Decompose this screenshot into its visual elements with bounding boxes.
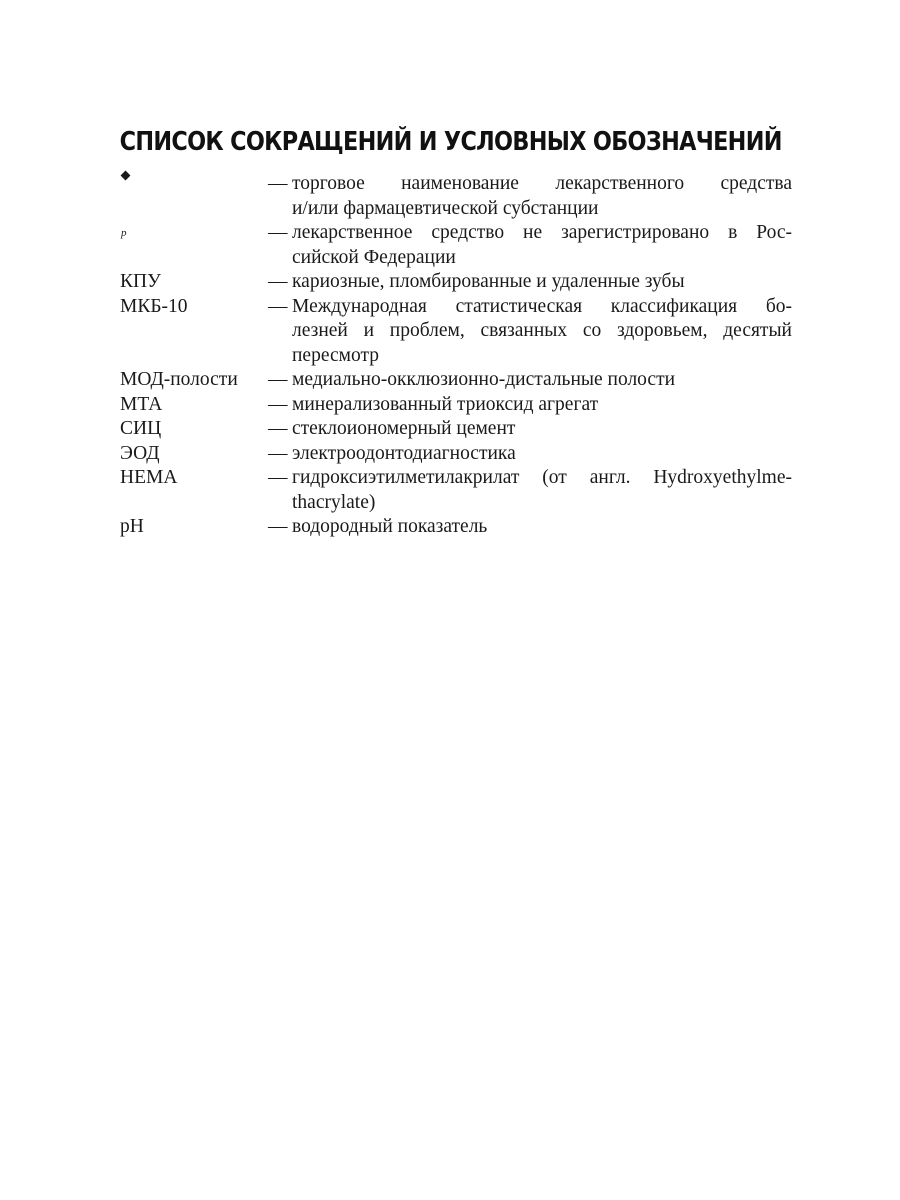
definition-line: лезней и проблем, связанных со здоровьем, десятый: [292, 320, 792, 341]
definition-line: торговое наименование лекарственного средства: [292, 173, 792, 194]
dash-separator: —: [268, 516, 288, 537]
page-title: СПИСОК СОКРАЩЕНИЙ И УСЛОВНЫХ ОБОЗНАЧЕНИЙ: [119, 127, 782, 157]
dash-separator: —: [268, 369, 288, 390]
abbreviation-definition: [292, 221, 792, 270]
definition-line: лекарственное средство не зарегистрировано в Рос-: [292, 222, 792, 243]
abbreviation-definition: [292, 515, 792, 540]
diamond-symbol-icon: [121, 171, 131, 181]
abbreviation-term: ЭОД: [120, 442, 160, 464]
dash-separator: —: [268, 418, 288, 439]
abbreviation-definition: [292, 295, 792, 369]
superscript-p-symbol-icon: р: [121, 227, 127, 239]
definition-line: стеклоиономерный цемент: [292, 418, 516, 439]
abbreviation-term: [120, 221, 268, 251]
definition-line: водородный показатель: [292, 516, 488, 537]
abbreviation-term: HEMA: [120, 467, 178, 488]
dash-separator: —: [268, 295, 288, 317]
abbreviation-definition: [292, 393, 792, 418]
list-item: [120, 442, 792, 467]
abbreviation-term: КПУ: [120, 271, 161, 292]
definition-line: кариозные, пломбированные и удаленные зубы: [292, 271, 685, 292]
abbreviation-term: pH: [120, 516, 144, 537]
dash-separator: —: [268, 271, 288, 292]
list-item: [120, 515, 792, 540]
dash-separator: —: [268, 393, 288, 415]
abbreviation-term: МОД-полости: [120, 369, 238, 390]
dash-separator: —: [268, 467, 288, 488]
abbreviation-term: МКБ-10: [120, 295, 188, 317]
abbreviation-term: СИЦ: [120, 418, 162, 439]
abbreviation-definition: [292, 466, 792, 515]
abbreviation-definition: [292, 368, 792, 393]
list-item: [120, 221, 792, 270]
abbreviation-term: [120, 172, 268, 197]
abbreviation-list: [120, 172, 792, 540]
definition-line: пересмотр: [292, 344, 379, 366]
definition-line: и/или фармацевтической субстанции: [292, 197, 599, 219]
definition-line: минерализованный триоксид агрегат: [292, 393, 599, 415]
list-item: [120, 270, 792, 295]
definition-line: thacrylate): [292, 491, 376, 513]
dash-separator: —: [268, 173, 288, 194]
list-item: [120, 393, 792, 418]
abbreviation-definition: [292, 270, 792, 295]
list-item: [120, 368, 792, 393]
definition-line: медиально-окклюзионно-дистальные полости: [292, 369, 676, 390]
list-item: [120, 295, 792, 369]
list-item: [120, 417, 792, 442]
definition-line: гидроксиэтилметилакрилат (от англ. Hydroxyethylme-: [292, 467, 792, 488]
abbreviation-term: МТА: [120, 393, 163, 415]
dash-separator: —: [268, 442, 288, 464]
definition-line: Международная статистическая классификация бо-: [292, 295, 792, 317]
abbreviation-definition: [292, 172, 792, 221]
list-item: [120, 172, 792, 221]
list-item: [120, 466, 792, 515]
abbreviation-definition: [292, 417, 792, 442]
definition-line: сийской Федерации: [292, 246, 456, 268]
abbreviation-definition: [292, 442, 792, 467]
definition-line: электроодонтодиагностика: [292, 442, 516, 464]
dash-separator: —: [268, 222, 288, 243]
